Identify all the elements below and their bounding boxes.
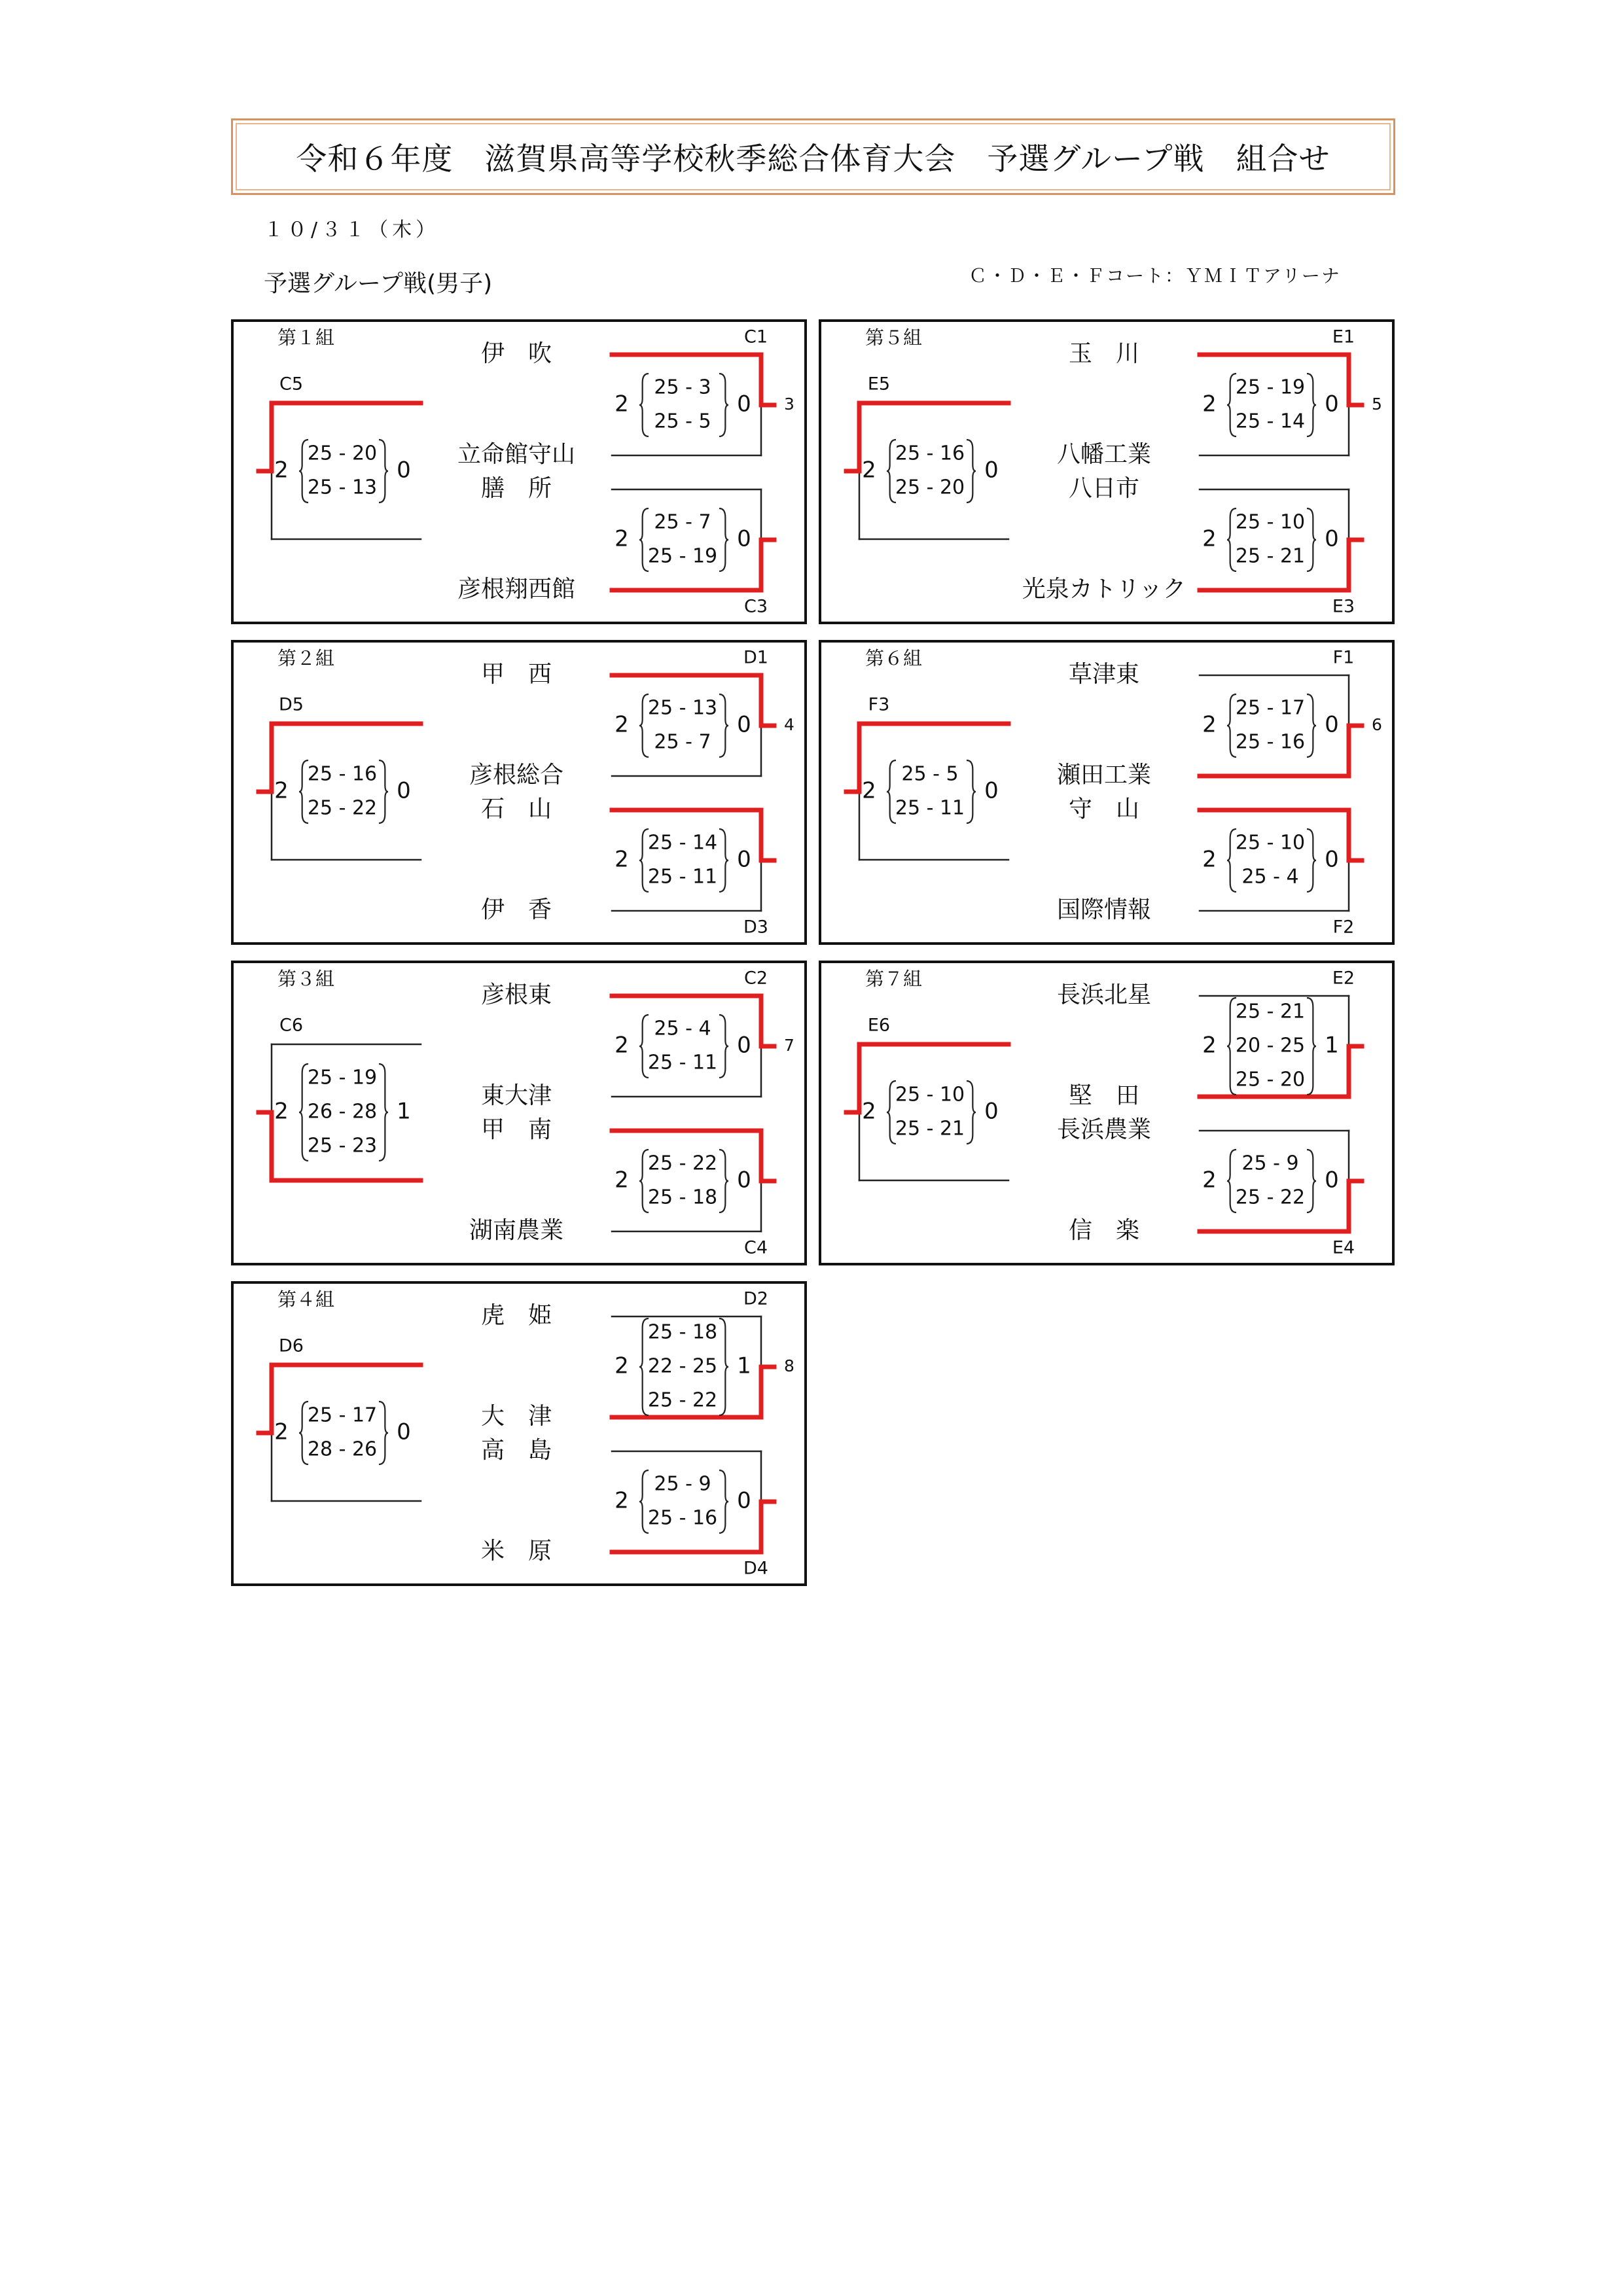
match-bottom-set-score: 25 - 11 xyxy=(647,865,718,889)
match-bottom-set-score: 25 - 18 xyxy=(647,1186,718,1209)
final-losses: 0 xyxy=(397,457,411,484)
court-label: C4 xyxy=(743,1237,768,1258)
match-bottom-wins: 2 xyxy=(1202,525,1217,552)
match-top-set-score: 25 - 4 xyxy=(654,1017,711,1040)
match-top-wins: 2 xyxy=(615,391,629,417)
final-set-score: 25 - 17 xyxy=(307,1404,378,1427)
match-bottom-set-score: 25 - 22 xyxy=(1235,1186,1306,1209)
team-name: 虎 姫 xyxy=(480,1302,552,1329)
match-top-losses: 0 xyxy=(1325,391,1339,417)
next-round-number: 3 xyxy=(784,395,794,414)
final-set-score: 25 - 20 xyxy=(895,476,965,499)
final-wins: 2 xyxy=(274,457,289,484)
match-top-set-score: 25 - 16 xyxy=(1235,730,1306,754)
team-name: 伊 香 xyxy=(480,896,552,923)
final-losses: 0 xyxy=(984,457,999,484)
team-name: 八日市 xyxy=(1068,475,1140,502)
final-wins: 2 xyxy=(274,777,289,804)
match-bottom-wins: 2 xyxy=(615,1167,629,1193)
match-top-losses: 1 xyxy=(737,1352,751,1379)
final-set-score: 25 - 19 xyxy=(307,1066,378,1089)
match-bottom-set-score: 25 - 10 xyxy=(1235,831,1306,855)
final-losses: 1 xyxy=(397,1098,411,1125)
page-title: 令和６年度 滋賀県高等学校秋季総合体育大会 予選グループ戦 組合せ xyxy=(296,141,1330,177)
next-round-number: 5 xyxy=(1372,395,1382,414)
court-label: C6 xyxy=(279,1015,304,1036)
group-card xyxy=(820,641,1393,944)
venue-label: Ｃ・Ｄ・Ｅ・Ｆコート：ＹＭＩＴアリーナ xyxy=(969,265,1341,287)
team-name: 玉 川 xyxy=(1068,340,1140,367)
final-set-score: 25 - 16 xyxy=(307,762,378,786)
match-top-wins: 2 xyxy=(615,1352,629,1379)
final-wins: 2 xyxy=(862,457,876,484)
team-name: 大 津 xyxy=(480,1403,552,1430)
match-top-wins: 2 xyxy=(1202,711,1217,738)
team-name: 膳 所 xyxy=(480,475,552,502)
group-label: 第４組 xyxy=(277,1288,335,1311)
next-round-number: 7 xyxy=(784,1036,794,1055)
team-name: 甲 南 xyxy=(480,1116,552,1143)
match-top-set-score: 25 - 17 xyxy=(1235,696,1306,720)
match-top-set-score: 25 - 11 xyxy=(647,1051,718,1074)
court-label: E4 xyxy=(1332,1237,1355,1258)
court-label: E1 xyxy=(1332,327,1355,347)
match-bottom-set-score: 25 - 14 xyxy=(647,831,718,855)
match-top-losses: 0 xyxy=(737,391,751,417)
group-label: 第３組 xyxy=(277,968,335,990)
match-bottom-wins: 2 xyxy=(615,1487,629,1514)
team-name: 彦根東 xyxy=(480,981,552,1008)
team-name: 甲 西 xyxy=(480,661,552,688)
court-label: E5 xyxy=(867,374,891,395)
final-set-score: 25 - 13 xyxy=(307,476,378,499)
match-bottom-wins: 2 xyxy=(615,846,629,873)
group-card xyxy=(232,962,806,1264)
team-name: 東大津 xyxy=(480,1082,552,1109)
team-name: 湖南農業 xyxy=(469,1217,564,1244)
match-bottom-losses: 0 xyxy=(737,846,751,873)
match-top-wins: 2 xyxy=(1202,391,1217,417)
team-name: 八幡工業 xyxy=(1056,441,1152,468)
court-label: D2 xyxy=(743,1288,768,1309)
court-label: D1 xyxy=(743,647,768,668)
match-bottom-set-score: 25 - 21 xyxy=(1235,544,1306,568)
final-set-score: 26 - 28 xyxy=(307,1100,378,1123)
match-top-set-score: 25 - 14 xyxy=(1235,410,1306,433)
court-label: E3 xyxy=(1332,596,1355,617)
next-round-number: 8 xyxy=(784,1356,794,1375)
next-round-number: 6 xyxy=(1372,715,1382,734)
match-bottom-wins: 2 xyxy=(1202,846,1217,873)
match-top-set-score: 25 - 19 xyxy=(1235,376,1306,399)
team-name: 彦根総合 xyxy=(469,762,564,788)
group-card xyxy=(232,641,806,944)
team-name: 草津東 xyxy=(1068,661,1140,688)
court-label: F1 xyxy=(1332,647,1355,668)
team-name: 国際情報 xyxy=(1056,896,1152,923)
match-top-losses: 0 xyxy=(737,1032,751,1059)
court-label: D5 xyxy=(279,694,304,715)
final-set-score: 25 - 11 xyxy=(895,796,965,820)
final-losses: 0 xyxy=(984,1098,999,1125)
match-top-losses: 1 xyxy=(1325,1032,1339,1059)
court-label: D3 xyxy=(743,917,768,938)
team-name: 立命館守山 xyxy=(457,441,576,468)
group-card xyxy=(232,1282,806,1585)
final-wins: 2 xyxy=(274,1419,289,1445)
group-card xyxy=(820,962,1393,1264)
match-bottom-set-score: 25 - 9 xyxy=(1241,1152,1299,1175)
match-top-set-score: 22 - 25 xyxy=(647,1354,718,1378)
match-top-losses: 0 xyxy=(1325,711,1339,738)
match-date: １０/３１（木） xyxy=(264,219,440,241)
group-label: 第７組 xyxy=(865,968,923,990)
group-card xyxy=(820,321,1393,623)
match-bottom-wins: 2 xyxy=(615,525,629,552)
court-label: D4 xyxy=(743,1558,768,1579)
court-label: C2 xyxy=(743,968,768,989)
final-set-score: 25 - 16 xyxy=(895,442,965,465)
match-bottom-wins: 2 xyxy=(1202,1167,1217,1193)
match-bottom-set-score: 25 - 4 xyxy=(1241,865,1299,889)
match-bottom-set-score: 25 - 9 xyxy=(654,1472,711,1496)
court-label: E2 xyxy=(1332,968,1355,989)
final-wins: 2 xyxy=(862,777,876,804)
team-name: 守 山 xyxy=(1068,796,1140,822)
match-top-set-score: 25 - 18 xyxy=(647,1320,718,1344)
court-label: C3 xyxy=(743,596,768,617)
final-set-score: 25 - 20 xyxy=(307,442,378,465)
match-bottom-losses: 0 xyxy=(1325,1167,1339,1193)
match-top-set-score: 25 - 20 xyxy=(1235,1068,1306,1091)
match-top-set-score: 25 - 13 xyxy=(647,696,718,720)
match-top-set-score: 25 - 7 xyxy=(654,730,711,754)
final-set-score: 25 - 5 xyxy=(901,762,959,786)
final-set-score: 25 - 10 xyxy=(895,1083,965,1106)
court-label: D6 xyxy=(279,1335,304,1356)
team-name: 米 原 xyxy=(480,1538,552,1564)
match-bottom-set-score: 25 - 7 xyxy=(654,510,711,534)
match-top-wins: 2 xyxy=(615,1032,629,1059)
match-bottom-losses: 0 xyxy=(737,1487,751,1514)
final-losses: 0 xyxy=(397,777,411,804)
match-bottom-losses: 0 xyxy=(737,525,751,552)
match-bottom-set-score: 25 - 16 xyxy=(647,1506,718,1530)
court-label: E6 xyxy=(867,1015,891,1036)
match-top-set-score: 20 - 25 xyxy=(1235,1034,1306,1057)
next-round-number: 4 xyxy=(784,715,794,734)
court-label: F2 xyxy=(1332,917,1355,938)
match-top-set-score: 25 - 5 xyxy=(654,410,711,433)
match-top-losses: 0 xyxy=(737,711,751,738)
group-label: 第２組 xyxy=(277,647,335,669)
team-name: 高 島 xyxy=(480,1437,552,1464)
final-losses: 0 xyxy=(984,777,999,804)
team-name: 彦根翔西館 xyxy=(457,576,576,603)
group-label: 第１組 xyxy=(277,327,335,349)
group-label: 第６組 xyxy=(865,647,923,669)
match-bottom-losses: 0 xyxy=(1325,846,1339,873)
court-label: C1 xyxy=(743,327,768,347)
team-name: 長浜農業 xyxy=(1056,1116,1152,1143)
final-wins: 2 xyxy=(274,1098,289,1125)
match-bottom-losses: 0 xyxy=(1325,525,1339,552)
team-name: 瀬田工業 xyxy=(1056,762,1152,788)
match-bottom-set-score: 25 - 19 xyxy=(647,544,718,568)
match-top-set-score: 25 - 22 xyxy=(647,1388,718,1412)
match-top-wins: 2 xyxy=(615,711,629,738)
team-name: 石 山 xyxy=(480,796,552,822)
final-set-score: 25 - 21 xyxy=(895,1117,965,1140)
match-bottom-losses: 0 xyxy=(737,1167,751,1193)
final-set-score: 28 - 26 xyxy=(307,1438,378,1461)
team-name: 光泉カトリック xyxy=(1022,576,1186,603)
final-wins: 2 xyxy=(862,1098,876,1125)
court-label: C5 xyxy=(279,374,304,395)
final-set-score: 25 - 22 xyxy=(307,796,378,820)
group-card xyxy=(232,321,806,623)
team-name: 堅 田 xyxy=(1068,1082,1140,1109)
match-top-set-score: 25 - 21 xyxy=(1235,1000,1306,1023)
section-heading: 予選グループ戦(男子) xyxy=(264,270,493,297)
match-bottom-set-score: 25 - 10 xyxy=(1235,510,1306,534)
match-top-wins: 2 xyxy=(1202,1032,1217,1059)
match-top-set-score: 25 - 3 xyxy=(654,376,711,399)
team-name: 長浜北星 xyxy=(1056,981,1152,1008)
final-losses: 0 xyxy=(397,1419,411,1445)
match-bottom-set-score: 25 - 22 xyxy=(647,1152,718,1175)
team-name: 伊 吹 xyxy=(480,340,552,367)
team-name: 信 楽 xyxy=(1068,1217,1140,1244)
court-label: F3 xyxy=(868,694,890,715)
group-label: 第５組 xyxy=(865,327,923,349)
final-set-score: 25 - 23 xyxy=(307,1134,378,1157)
